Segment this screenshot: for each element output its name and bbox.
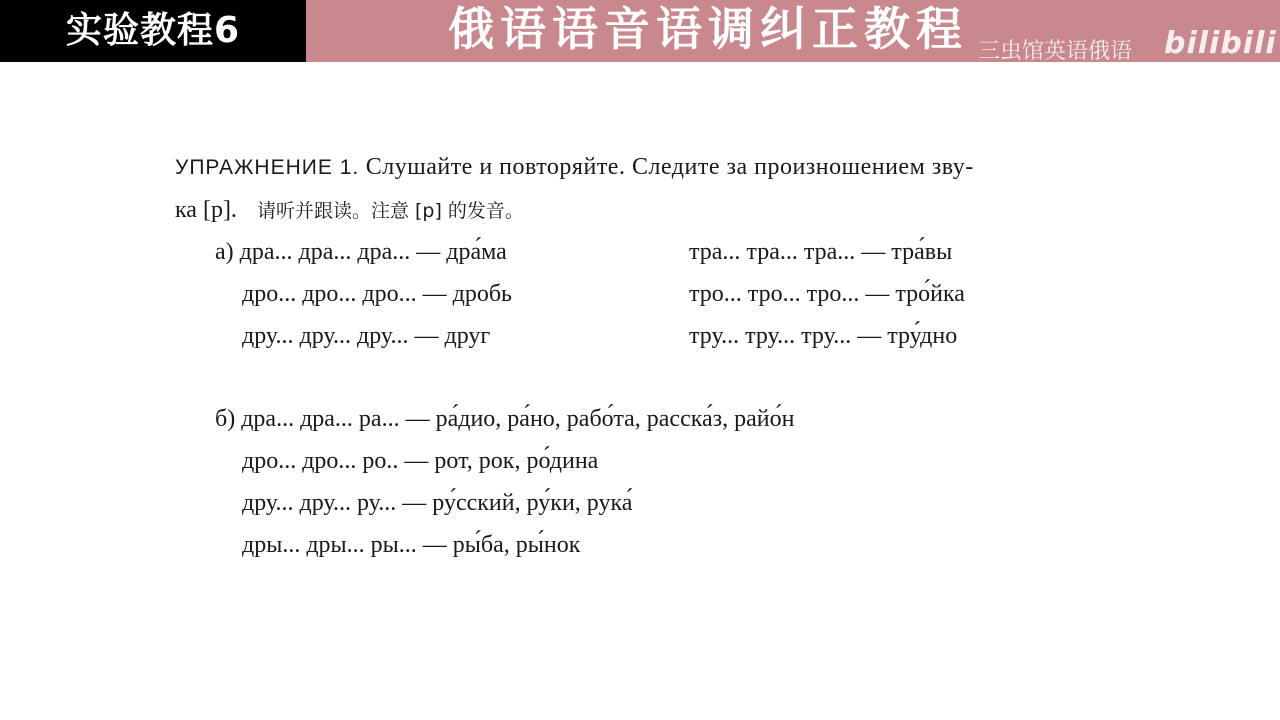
exercise-heading: [175, 152, 974, 183]
part-a-left-1: а) дра... дра... дра... — дра́ма: [215, 239, 507, 265]
instruction-chinese: 请听并跟读。注意 [р] 的发音。: [256, 200, 524, 222]
exercise-instruction-continued: [175, 195, 524, 226]
part-b-line-4: дры... дры... ры... — ры́ба, ры́нок: [242, 532, 581, 558]
part-a-left-2: дро... дро... дро... — дробь: [242, 281, 512, 307]
part-b-line-2: дро... дро... ро.. — рот, рок, ро́дина: [242, 448, 599, 474]
course-title: 俄语语音语调纠正教程: [448, 2, 968, 56]
instruction-tail: ка [р].: [175, 197, 237, 223]
platform-logo: bilibili: [1164, 26, 1277, 61]
part-a-right-2: тро... тро... тро... — тро́йка: [689, 281, 965, 307]
part-b-line-3: дру... дру... ру... — ру́сский, ру́ки, рука́: [242, 490, 633, 516]
lesson-tag: 实验教程6: [0, 0, 306, 62]
exercise-instruction: Слушайте и повторяйте. Следите за произношением зву-: [365, 154, 974, 180]
part-a-left-3: дру... дру... дру... — друг: [242, 323, 491, 349]
part-a-right-1: тра... тра... тра... — тра́вы: [689, 239, 953, 265]
exercise-label: УПРАЖНЕНИЕ 1.: [175, 156, 360, 179]
uploader-watermark: 三虫馆英语俄语: [978, 39, 1133, 64]
part-a-right-3: тру... тру... тру... — тру́дно: [689, 323, 958, 349]
part-b-line-1: б) дра... дра... ра... — ра́дио, ра́но, рабо́та, расска́з, райо́н: [215, 406, 795, 432]
